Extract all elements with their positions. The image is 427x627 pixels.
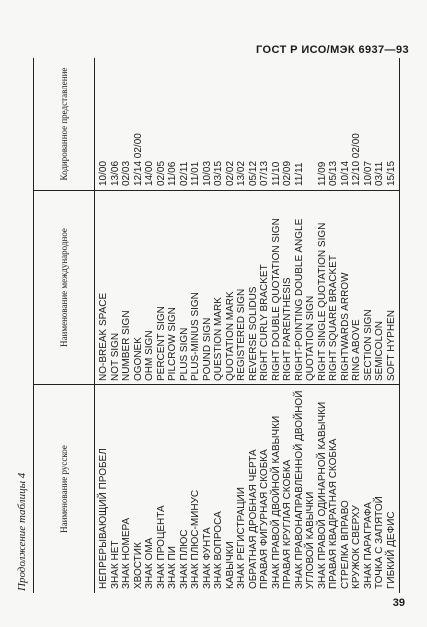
cell-russian: КАВЫЧКИ bbox=[224, 541, 236, 589]
table-row bbox=[271, 58, 283, 593]
cell-code: 05/12 bbox=[247, 160, 259, 186]
column-header-russian: Наименование русское bbox=[34, 385, 95, 593]
cell-russian: ЗНАК НЕТ bbox=[109, 540, 121, 589]
cell-code: 10/03 bbox=[201, 160, 213, 186]
table-row bbox=[317, 58, 329, 593]
table-row bbox=[282, 58, 294, 593]
cell-russian: ОБРАТНАЯ ДРОБНАЯ ЧЕРТА bbox=[247, 449, 259, 589]
cell-code: 11/10 bbox=[270, 161, 282, 186]
table-row bbox=[144, 58, 156, 593]
page-number: 39 bbox=[392, 597, 405, 609]
table-row bbox=[294, 58, 306, 593]
cell-code: 03/11 bbox=[374, 161, 385, 186]
cell-international: RIGHT SINGLE QUOTATION SIGN bbox=[316, 222, 328, 381]
cell-russian: ЗНАК ПЛЮС-МИНУС bbox=[190, 489, 201, 589]
table-row bbox=[259, 58, 271, 593]
cell-international: REVERSE SOLIDUS bbox=[247, 286, 259, 381]
cell-international: RIGHTWARDS ARROW bbox=[339, 272, 351, 381]
cell-international: OHM SIGN bbox=[144, 330, 155, 381]
cell-international: PERCENT SIGN bbox=[155, 306, 167, 381]
table-row bbox=[133, 58, 145, 593]
table-row bbox=[305, 58, 317, 593]
cell-international: RIGHT PARENTHESIS bbox=[282, 277, 293, 381]
table-row bbox=[248, 58, 260, 593]
table-row bbox=[213, 58, 225, 593]
cell-russian: ЗНАК ПРОЦЕНТА bbox=[155, 505, 167, 589]
cell-russian: ЗНАК ПАРАГРАФА bbox=[362, 502, 374, 589]
cell-international: PLUS SIGN bbox=[178, 327, 190, 381]
cell-international: QUESTION MARK bbox=[213, 297, 224, 381]
cell-international: RIGHT SQUARE BRACKET bbox=[328, 255, 339, 381]
cell-russian: ЗНАК ПРАВОНАПРАВЛЕННОЙ ДВОЙНОЙ bbox=[293, 390, 305, 589]
cell-code: 02/05 bbox=[155, 160, 167, 186]
table-row bbox=[202, 58, 214, 593]
cell-code: 02/02 bbox=[224, 160, 236, 186]
cell-international: PILCROW SIGN bbox=[167, 307, 178, 381]
cell-international: OGONEK bbox=[132, 337, 144, 381]
cell-international: QUOTATION MARK bbox=[224, 291, 236, 381]
table-row bbox=[351, 58, 363, 593]
cell-international: RIGHT DOUBLE QUOTATION SIGN bbox=[270, 218, 282, 381]
cell-russian: ТОЧКА С ЗАПЯТОЙ bbox=[374, 496, 385, 589]
table-row bbox=[156, 58, 168, 593]
cell-code: 11/11 bbox=[293, 162, 305, 186]
table-caption: Продолжение таблицы 4 bbox=[16, 472, 28, 591]
document-header: ГОСТ Р ИСО/МЭК 6937—93 bbox=[256, 44, 409, 56]
cell-russian: УГЛОВОЙ КАВЫЧКИ bbox=[305, 491, 316, 589]
cell-code: 02/03 bbox=[121, 160, 132, 186]
table-row bbox=[167, 58, 179, 593]
cell-international: PLUS-MINUS SIGN bbox=[190, 292, 201, 381]
rotated-table-block bbox=[13, 58, 413, 593]
cell-russian: СТРЕЛКА ВПРАВО bbox=[339, 500, 351, 589]
cell-russian: ЗНАК РЕГИСТРАЦИИ bbox=[236, 487, 247, 589]
cell-international: NO-BREAK SPACE bbox=[98, 292, 109, 381]
cell-russian: ЗНАК ФУНТА bbox=[201, 527, 213, 589]
table-row bbox=[236, 58, 248, 593]
table-row bbox=[386, 58, 398, 593]
cell-code: 10/14 bbox=[339, 160, 351, 186]
cell-code: 14/00 bbox=[144, 160, 155, 186]
cell-international: NOT SIGN bbox=[109, 332, 121, 381]
cell-code: 11/09 bbox=[316, 161, 328, 186]
character-table bbox=[33, 58, 400, 593]
cell-russian: ГИБКИЙ ДЕФИС bbox=[385, 511, 397, 589]
cell-russian: НЕПРЕРЫВАЮЩИЙ ПРОБЕЛ bbox=[98, 448, 109, 589]
cell-russian: ХВОСТИК bbox=[132, 542, 144, 589]
cell-international: RING ABOVE bbox=[351, 319, 362, 381]
table-row bbox=[121, 58, 133, 593]
cell-russian: ЗНАК ПРАВОЙ ОДИНАРНОЙ КАВЫЧКИ bbox=[316, 401, 328, 589]
cell-russian: ПРАВАЯ КВАДРАТНАЯ СКОБКА bbox=[328, 438, 339, 589]
cell-code: 13/06 bbox=[109, 160, 121, 186]
cell-code: 12/14 02/00 bbox=[132, 133, 144, 186]
cell-international: RIGHT-POINTING DOUBLE ANGLE bbox=[293, 218, 305, 381]
cell-code: 12/10 02/00 bbox=[351, 133, 362, 186]
table-row bbox=[179, 58, 191, 593]
table-row bbox=[363, 58, 375, 593]
table-row bbox=[225, 58, 237, 593]
cell-code: 02/09 bbox=[282, 160, 293, 186]
cell-international: SEMICOLON bbox=[374, 320, 385, 381]
cell-international: SECTION SIGN bbox=[362, 309, 374, 381]
cell-international: REGISTERED SIGN bbox=[236, 288, 247, 381]
cell-russian: ЗНАК ПЛЮС bbox=[178, 529, 190, 589]
cell-russian: ЗНАК ПРАВОЙ ДВОЙНОЙ КАВЫЧКИ bbox=[270, 415, 282, 589]
cell-code: 11/06 bbox=[167, 161, 178, 186]
cell-russian: ПРАВАЯ ФИГУРНАЯ СКОБКА bbox=[259, 449, 270, 589]
column-header-code: Кодированное представление bbox=[34, 58, 95, 190]
cell-russian: ЗНАК НОМЕРА bbox=[121, 517, 132, 589]
table-row bbox=[98, 58, 110, 593]
column-header-international: Наименование международное bbox=[34, 191, 95, 384]
cell-international: SOFT HYPHEN bbox=[385, 310, 397, 381]
cell-code: 10/00 bbox=[98, 160, 109, 186]
cell-code: 11/01 bbox=[190, 161, 201, 186]
cell-international: POUND SIGN bbox=[201, 317, 213, 381]
table-row bbox=[340, 58, 352, 593]
table-row bbox=[190, 58, 202, 593]
cell-code: 02/11 bbox=[178, 161, 190, 186]
cell-russian: ЗНАК ПИ bbox=[167, 546, 178, 589]
cell-russian: ЗНАК ВОПРОСА bbox=[213, 511, 224, 589]
cell-code: 15/15 bbox=[385, 160, 397, 186]
cell-code: 03/15 bbox=[213, 160, 224, 186]
cell-code: 13/02 bbox=[236, 160, 247, 186]
cell-code: 10/07 bbox=[362, 160, 374, 186]
cell-russian: КРУЖОК СВЕРХУ bbox=[351, 505, 362, 589]
cell-international: RIGHT CURLY BRACKET bbox=[259, 264, 270, 381]
table-row bbox=[328, 58, 340, 593]
cell-russian: ПРАВАЯ КРУГЛАЯ СКОБКА bbox=[282, 459, 293, 589]
cell-russian: ЗНАК ОМА bbox=[144, 537, 155, 589]
cell-international: NUMBER SIGN bbox=[121, 310, 132, 381]
table-row bbox=[374, 58, 386, 593]
cell-code: 05/13 bbox=[328, 160, 339, 186]
cell-code: 07/13 bbox=[259, 160, 270, 186]
cell-international: QUOTATION SIGN bbox=[305, 295, 316, 381]
table-row bbox=[110, 58, 122, 593]
